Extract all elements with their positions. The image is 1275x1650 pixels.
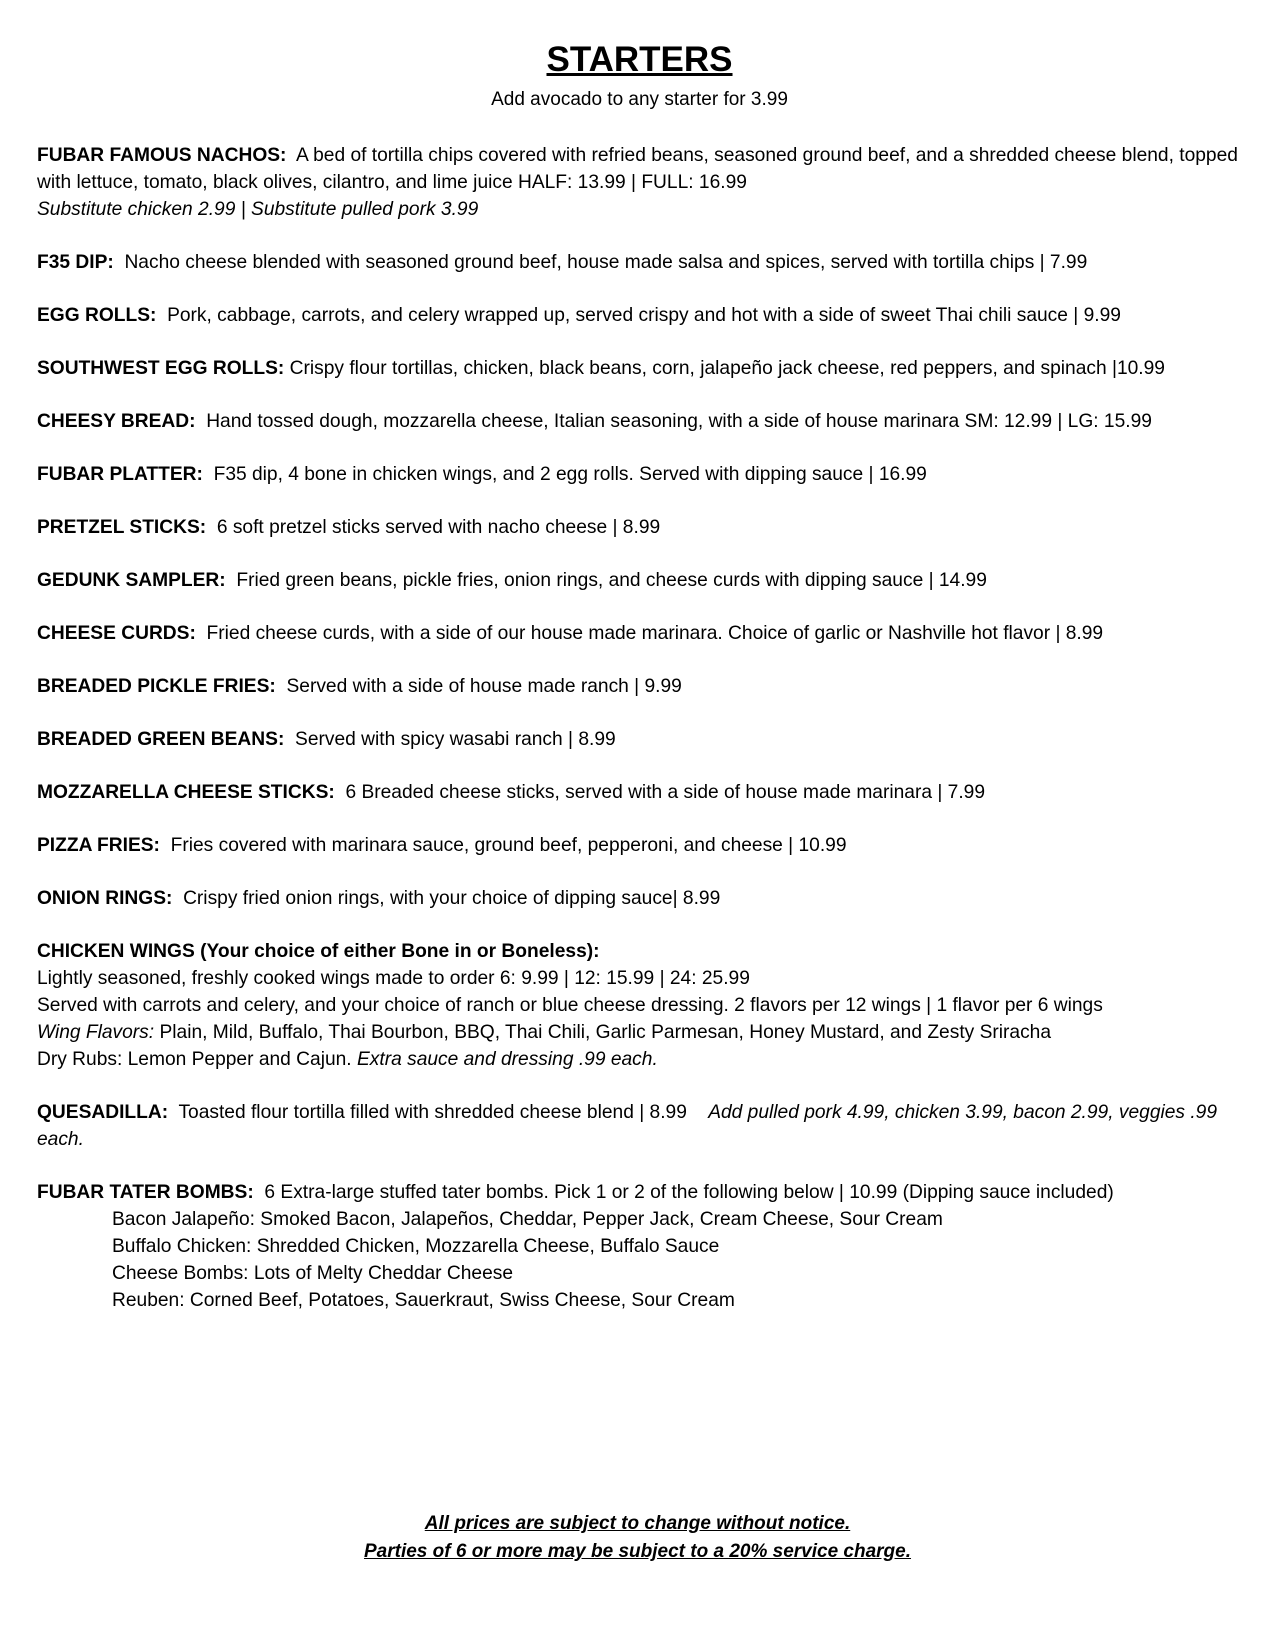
wing-flavors: Plain, Mild, Buffalo, Thai Bourbon, BBQ, Thai Chili, Garlic Parmesan, Honey Mustard, and Zesty Sriracha: [159, 1022, 1052, 1043]
extra-sauce-note: Extra sauce and dressing .99 each.: [356, 1049, 658, 1070]
item-name: SOUTHWEST EGG ROLLS:: [37, 358, 285, 379]
wing-flavors-label: Wing Flavors:: [37, 1022, 155, 1043]
menu-item-tater-bombs: [37, 1179, 1242, 1314]
item-name: BREADED GREEN BEANS:: [37, 729, 285, 750]
dry-rubs: Dry Rubs: Lemon Pepper and Cajun.: [37, 1049, 352, 1070]
item-description: Served with spicy wasabi ranch | 8.99: [295, 729, 616, 750]
menu-item-gedunk-sampler: [37, 567, 1242, 594]
item-name: FUBAR PLATTER:: [37, 464, 203, 485]
menu-item-mozzarella-sticks: [37, 779, 1242, 806]
menu-item-pizza-fries: [37, 832, 1242, 859]
tater-option: Bacon Jalapeño: Smoked Bacon, Jalapeños, Cheddar, Pepper Jack, Cream Cheese, Sour Cream: [112, 1209, 943, 1230]
item-name: GEDUNK SAMPLER:: [37, 570, 226, 591]
item-description: Lightly seasoned, freshly cooked wings made to order 6: 9.99 | 12: 15.99 | 24: 25.99: [37, 968, 750, 989]
menu-item-f35-dip: [37, 249, 1242, 276]
item-description: Served with a side of house made ranch | 9.99: [286, 676, 682, 697]
item-description: 6 soft pretzel sticks served with nacho cheese | 8.99: [216, 517, 661, 538]
menu-item-egg-rolls: [37, 302, 1242, 329]
item-name: CHEESY BREAD:: [37, 411, 196, 432]
service-charge-notice: Parties of 6 or more may be subject to a 20% service charge.: [363, 1541, 912, 1562]
item-description: 6 Breaded cheese sticks, served with a side of house made marinara | 7.99: [345, 782, 986, 803]
item-name: QUESADILLA:: [37, 1102, 169, 1123]
menu-item-pickle-fries: [37, 673, 1242, 700]
item-name: MOZZARELLA CHEESE STICKS:: [37, 782, 335, 803]
menu-item-nachos: [37, 142, 1242, 223]
item-name: CHEESE CURDS:: [37, 623, 196, 644]
item-description: Fried green beans, pickle fries, onion rings, and cheese curds with dipping sauce | 14.99: [236, 570, 987, 591]
item-name: CHICKEN WINGS (Your choice of either Bone in or Boneless):: [37, 941, 600, 962]
footer-notice: [0, 1510, 1275, 1566]
item-description: Nacho cheese blended with seasoned ground beef, house made salsa and spices, served with tortilla chips | 7.99: [124, 252, 1088, 273]
item-name: BREADED PICKLE FRIES:: [37, 676, 276, 697]
item-name: PRETZEL STICKS:: [37, 517, 207, 538]
menu-item-cheesy-bread: [37, 408, 1242, 435]
menu-item-chicken-wings: [37, 938, 1242, 1073]
item-description-extra: Served with carrots and celery, and your choice of ranch or blue cheese dressing. 2 flavors per 12 wings | 1 flavor per 6 wings: [37, 995, 1103, 1016]
price-notice: All prices are subject to change without notice.: [424, 1513, 851, 1534]
menu-item-green-beans: [37, 726, 1242, 753]
item-description: Fried cheese curds, with a side of our house made marinara. Choice of garlic or Nashville hot flavor | 8.99: [206, 623, 1104, 644]
item-addons: Add pulled pork 4.99, chicken 3.99, bacon 2.99, veggies .99 each.: [37, 1102, 1218, 1150]
item-description: Crispy flour tortillas, chicken, black beans, corn, jalapeño jack cheese, red peppers, and spinach |10.99: [289, 358, 1165, 379]
tater-option: Reuben: Corned Beef, Potatoes, Sauerkraut, Swiss Cheese, Sour Cream: [112, 1290, 735, 1311]
item-description: 6 Extra-large stuffed tater bombs. Pick 1 or 2 of the following below | 10.99 (Dipping sauce included): [264, 1182, 1114, 1203]
item-description: Toasted flour tortilla filled with shredded cheese blend | 8.99: [178, 1102, 687, 1123]
page-title: STARTERS: [546, 40, 733, 79]
item-name: FUBAR FAMOUS NACHOS:: [37, 145, 287, 166]
menu-item-quesadilla: [37, 1099, 1242, 1153]
item-description: F35 dip, 4 bone in chicken wings, and 2 egg rolls. Served with dipping sauce | 16.99: [213, 464, 927, 485]
item-note: Substitute chicken 2.99 | Substitute pulled pork 3.99: [37, 199, 479, 220]
item-description: Hand tossed dough, mozzarella cheese, Italian seasoning, with a side of house marinara SM: 12.99 | LG: 15.99: [206, 411, 1152, 432]
item-name: EGG ROLLS:: [37, 305, 157, 326]
item-name: F35 DIP:: [37, 252, 114, 273]
tater-option: Buffalo Chicken: Shredded Chicken, Mozzarella Cheese, Buffalo Sauce: [112, 1236, 720, 1257]
tater-option: Cheese Bombs: Lots of Melty Cheddar Cheese: [112, 1263, 514, 1284]
item-name: FUBAR TATER BOMBS:: [37, 1182, 254, 1203]
item-description: Crispy fried onion rings, with your choice of dipping sauce| 8.99: [183, 888, 721, 909]
menu-item-fubar-platter: [37, 461, 1242, 488]
item-name: ONION RINGS:: [37, 888, 173, 909]
menu-items: [37, 142, 1242, 1340]
menu-item-pretzel-sticks: [37, 514, 1242, 541]
menu-item-southwest-egg-rolls: [37, 355, 1242, 382]
page-subtitle: Add avocado to any starter for 3.99: [491, 89, 788, 110]
menu-item-cheese-curds: [37, 620, 1242, 647]
item-description: A bed of tortilla chips covered with refried beans, seasoned ground beef, and a shredded cheese blend, topped with lettuce, tomato, black olives, cilantro, and lime juice HALF: 13.99 | FULL: 16.99: [37, 145, 1238, 193]
item-name: PIZZA FRIES:: [37, 835, 160, 856]
menu-item-onion-rings: [37, 885, 1242, 912]
item-description: Fries covered with marinara sauce, ground beef, pepperoni, and cheese | 10.99: [170, 835, 847, 856]
item-description: Pork, cabbage, carrots, and celery wrapped up, served crispy and hot with a side of sweet Thai chili sauce | 9.99: [167, 305, 1121, 326]
